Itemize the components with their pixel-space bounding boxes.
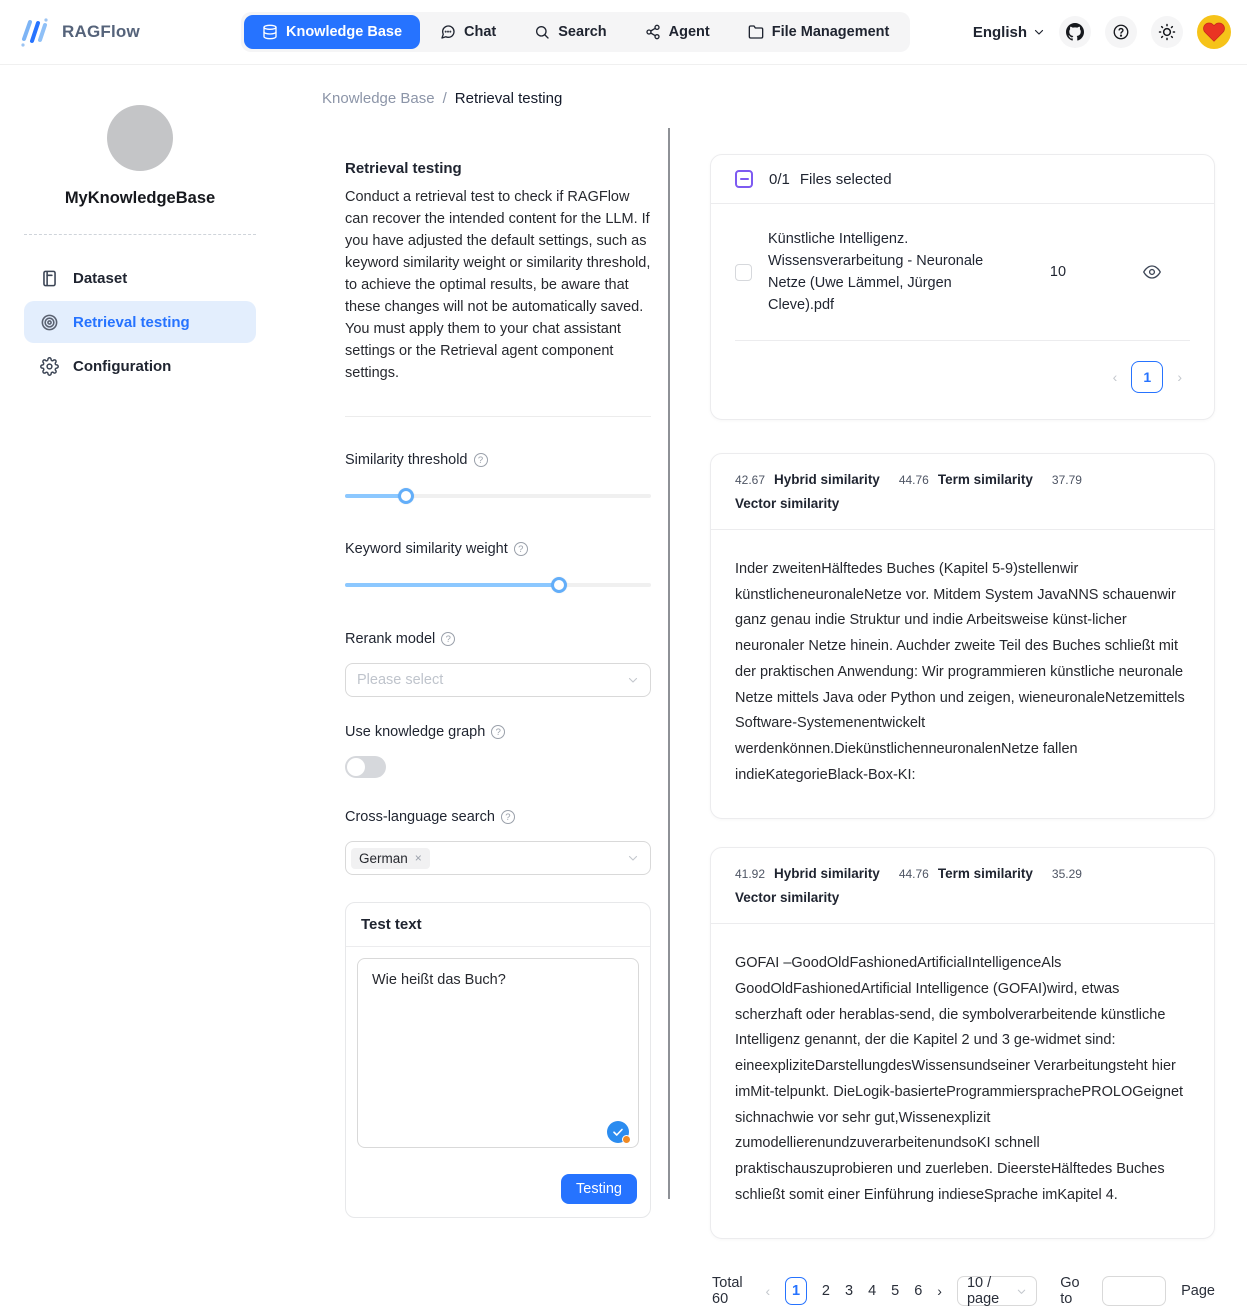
page-6-button[interactable]: 6 bbox=[914, 1283, 923, 1300]
rerank-placeholder: Please select bbox=[357, 672, 444, 688]
sidebar-item-label: Dataset bbox=[73, 269, 128, 287]
test-text-input[interactable] bbox=[357, 958, 639, 1148]
prev-page-button[interactable]: ‹ bbox=[1112, 369, 1118, 385]
language-selector[interactable] bbox=[973, 24, 1045, 41]
file-chunk-count: 10 bbox=[1049, 264, 1067, 280]
github-button[interactable] bbox=[1059, 16, 1091, 48]
top-bar bbox=[0, 0, 1247, 65]
brand-name: RAGFlow bbox=[62, 22, 140, 41]
page-1-button[interactable]: 1 bbox=[785, 1277, 807, 1305]
folder-icon bbox=[748, 24, 764, 40]
page-3-button[interactable]: 3 bbox=[844, 1283, 854, 1300]
nav-label: Search bbox=[558, 24, 607, 40]
result-scores bbox=[711, 848, 1214, 924]
kb-name: MyKnowledgeBase bbox=[64, 189, 216, 207]
file-preview-button[interactable] bbox=[1113, 263, 1190, 281]
cross-language-select[interactable] bbox=[345, 841, 651, 875]
hybrid-similarity-label: Hybrid similarity bbox=[774, 866, 880, 882]
page-label: Page bbox=[1181, 1283, 1215, 1300]
sidebar-divider bbox=[24, 234, 256, 235]
page-size-select[interactable] bbox=[957, 1276, 1037, 1306]
select-all-checkbox[interactable] bbox=[735, 170, 753, 188]
hybrid-similarity-value: 41.92 bbox=[735, 866, 766, 881]
term-similarity-value: 44.76 bbox=[898, 866, 929, 881]
vector-similarity-value: 35.29 bbox=[1051, 866, 1082, 881]
heart-icon bbox=[1202, 20, 1226, 44]
result-chunk-text: Inder zweitenHälftedes Buches (Kapitel 5-9)stellenwir künstlicheneuronaleNetze vor. Mitdem System JavaNNS schauenwir ganz genau indie Struktur und indie Arbeitsweise künst-licher neuronaler Netze hinein. Auchder zweite Teil des Buches schließt mit der praktischen Anwendung: Wir programmieren künstliche neuronale Netze mittels Java oder Python und zeigen, wieneuronaleNetzemittels Software-Systemenentwickelt werdenkönnen.DiekünstlichenneuronalenNetze fallen indieKategorieBlack-Box-KI: bbox=[735, 561, 1185, 783]
page-number-button[interactable]: 1 bbox=[1131, 361, 1163, 393]
cross-language-label-row bbox=[345, 809, 651, 825]
slider-fill bbox=[345, 583, 559, 587]
section-description: Conduct a retrieval test to check if RAGFlow can recover the intended content for the LLM. If you have adjusted the default settings, such as keyword similarity weight or similarity threshold, to achieve the optimal results, be aware that these changes will not be automatically saved. You must apply them to your chat assistant settings or the Retrieval agent component settings. bbox=[345, 189, 651, 381]
database-icon bbox=[262, 24, 278, 40]
sidebar-item-retrieval-testing[interactable] bbox=[24, 301, 256, 343]
chevron-down-icon bbox=[627, 674, 639, 686]
nav-file-management[interactable] bbox=[730, 15, 908, 49]
page-4-button[interactable]: 4 bbox=[868, 1283, 877, 1300]
files-panel-header bbox=[711, 155, 1214, 204]
next-page-button[interactable]: › bbox=[1177, 369, 1182, 385]
testing-button[interactable]: Testing bbox=[561, 1174, 637, 1204]
file-checkbox[interactable] bbox=[735, 264, 752, 281]
hybrid-similarity-label: Hybrid similarity bbox=[774, 472, 880, 487]
results-pagination bbox=[710, 1275, 1215, 1307]
main-nav bbox=[241, 12, 910, 52]
user-avatar[interactable] bbox=[1197, 15, 1231, 49]
file-row bbox=[711, 204, 1214, 340]
github-icon bbox=[1066, 23, 1084, 41]
chip-label: German bbox=[359, 850, 408, 866]
cross-language-label: Cross-language search bbox=[345, 809, 495, 825]
slider-handle[interactable] bbox=[551, 577, 567, 593]
ragflow-logo-icon bbox=[16, 14, 52, 50]
question-circle-icon[interactable]: ? bbox=[441, 632, 455, 646]
result-card bbox=[710, 847, 1215, 1239]
theme-toggle-button[interactable] bbox=[1151, 16, 1183, 48]
result-card bbox=[710, 453, 1215, 819]
sidebar-item-dataset[interactable] bbox=[24, 257, 256, 299]
term-similarity-label: Term similarity bbox=[937, 866, 1033, 882]
nav-label: Agent bbox=[668, 24, 710, 40]
nav-agent[interactable] bbox=[627, 15, 728, 49]
total-count: Total 60 bbox=[712, 1275, 743, 1307]
goto-label: Go to bbox=[1060, 1275, 1080, 1307]
section-title: Retrieval testing bbox=[345, 160, 462, 177]
files-selected-label: Files selected bbox=[799, 170, 892, 188]
goto-page-input[interactable] bbox=[1102, 1276, 1166, 1306]
prev-page-button[interactable]: ‹ bbox=[765, 1283, 771, 1300]
nav-label: Knowledge Base bbox=[286, 24, 403, 40]
gear-icon bbox=[40, 357, 59, 376]
rerank-model-label: Rerank model bbox=[345, 631, 436, 647]
similarity-threshold-slider[interactable] bbox=[345, 488, 651, 504]
agent-network-icon bbox=[645, 24, 661, 40]
nav-chat[interactable] bbox=[422, 15, 514, 49]
term-similarity-value: 44.76 bbox=[898, 472, 929, 487]
knowledge-graph-label: Use knowledge graph bbox=[345, 724, 486, 740]
results-column bbox=[670, 65, 1247, 1307]
nav-knowledge-base[interactable] bbox=[244, 15, 420, 49]
term-similarity-label: Term similarity bbox=[937, 472, 1033, 487]
toggle-knob bbox=[347, 758, 365, 776]
slider-fill bbox=[345, 494, 406, 498]
model-check-badge[interactable] bbox=[607, 1121, 629, 1143]
files-panel bbox=[710, 154, 1215, 420]
chevron-down-icon bbox=[627, 852, 639, 864]
vector-similarity-label: Vector similarity bbox=[735, 890, 840, 906]
vector-similarity-value: 37.79 bbox=[1051, 472, 1082, 487]
brand bbox=[16, 14, 241, 50]
help-button[interactable] bbox=[1105, 16, 1137, 48]
similarity-threshold-label: Similarity threshold bbox=[345, 452, 468, 468]
kb-avatar bbox=[107, 105, 173, 171]
page-2-button[interactable]: 2 bbox=[821, 1283, 830, 1300]
target-icon bbox=[40, 313, 59, 332]
sidebar-item-label: Retrieval testing bbox=[73, 313, 190, 331]
rerank-model-select[interactable] bbox=[345, 663, 651, 697]
chip-remove-icon[interactable]: × bbox=[414, 851, 422, 865]
eye-icon bbox=[1143, 263, 1161, 281]
files-selected-count: 0/1 bbox=[769, 170, 790, 188]
breadcrumb-knowledge-base[interactable]: Knowledge Base bbox=[322, 90, 435, 107]
question-circle-icon[interactable]: ? bbox=[491, 725, 505, 739]
chat-bubble-icon bbox=[440, 24, 456, 40]
similarity-threshold-label-row bbox=[345, 452, 651, 468]
nav-search[interactable] bbox=[516, 15, 624, 49]
result-chunk-text: GOFAI –GoodOldFashionedArtificialIntelligenceAls GoodOldFashionedArtificial Intelligence (GOFAI)wird, etwas scherzhaft oder herablas-send, die symbolverarbeitende künstliche Intelligenz genannt, der die Kapitel 2 und 3 ge-widmet sind: eineexpliziteDarstellungdesWissensundseiner Verarbeitungsteht hier imMit-telpunkt. DieLogik-basierteProgrammiersprachePROLOGeignet sichnachwie vor sehr gut,Wissenexplizit zumodellierenundzuverarbeitenundsoKI schnell praktischauszuprobieren und zuerleben. DieersteHälftedes Buches schließt somit einer Einführung indieseSprache imKapitel 4. bbox=[735, 955, 1184, 1203]
sun-icon bbox=[1158, 23, 1176, 41]
question-circle-icon[interactable]: ? bbox=[474, 453, 488, 467]
retrieval-settings-column bbox=[280, 65, 668, 1199]
result-scores bbox=[711, 454, 1214, 530]
page-size-value: 10 / page bbox=[966, 1275, 1000, 1307]
next-page-button[interactable]: › bbox=[937, 1283, 942, 1300]
page-5-button[interactable]: 5 bbox=[891, 1283, 900, 1300]
hybrid-similarity-value: 42.67 bbox=[735, 472, 766, 487]
section-divider bbox=[345, 416, 651, 417]
slider-handle[interactable] bbox=[398, 488, 414, 504]
file-name: Künstliche Intelligenz. Wissensverarbeitung - Neuronale Netze (Uwe Lämmel, Jürgen Cleve).pdf bbox=[768, 231, 984, 313]
chevron-down-icon bbox=[1016, 1286, 1027, 1297]
language-chip-german bbox=[351, 848, 430, 869]
kb-sidebar bbox=[0, 65, 280, 1199]
keyword-weight-label: Keyword similarity weight bbox=[345, 541, 508, 557]
vector-similarity-label: Vector similarity bbox=[735, 496, 840, 511]
test-text-title: Test text bbox=[346, 903, 650, 947]
keyword-weight-label-row bbox=[345, 541, 651, 557]
nav-label: Chat bbox=[464, 24, 497, 40]
dataset-icon bbox=[40, 269, 59, 288]
sidebar-item-label: Configuration bbox=[73, 357, 172, 375]
breadcrumb-current: Retrieval testing bbox=[454, 90, 563, 107]
sidebar-item-configuration[interactable] bbox=[24, 345, 256, 387]
help-icon bbox=[1112, 23, 1130, 41]
nav-label: File Management bbox=[771, 24, 890, 40]
files-pagination bbox=[711, 341, 1214, 419]
search-icon bbox=[534, 24, 550, 40]
knowledge-graph-toggle[interactable] bbox=[345, 756, 386, 778]
breadcrumb-separator: / bbox=[442, 90, 447, 107]
rerank-model-label-row bbox=[345, 631, 651, 647]
test-text-card bbox=[345, 902, 651, 1218]
chevron-down-icon bbox=[1033, 26, 1045, 38]
breadcrumb bbox=[322, 90, 651, 107]
language-label: English bbox=[972, 23, 1027, 41]
knowledge-graph-label-row bbox=[345, 724, 651, 740]
topbar-right bbox=[973, 15, 1231, 49]
keyword-weight-slider[interactable] bbox=[345, 577, 651, 593]
question-circle-icon[interactable]: ? bbox=[501, 810, 515, 824]
notification-dot bbox=[622, 1135, 631, 1144]
question-circle-icon[interactable]: ? bbox=[514, 542, 528, 556]
